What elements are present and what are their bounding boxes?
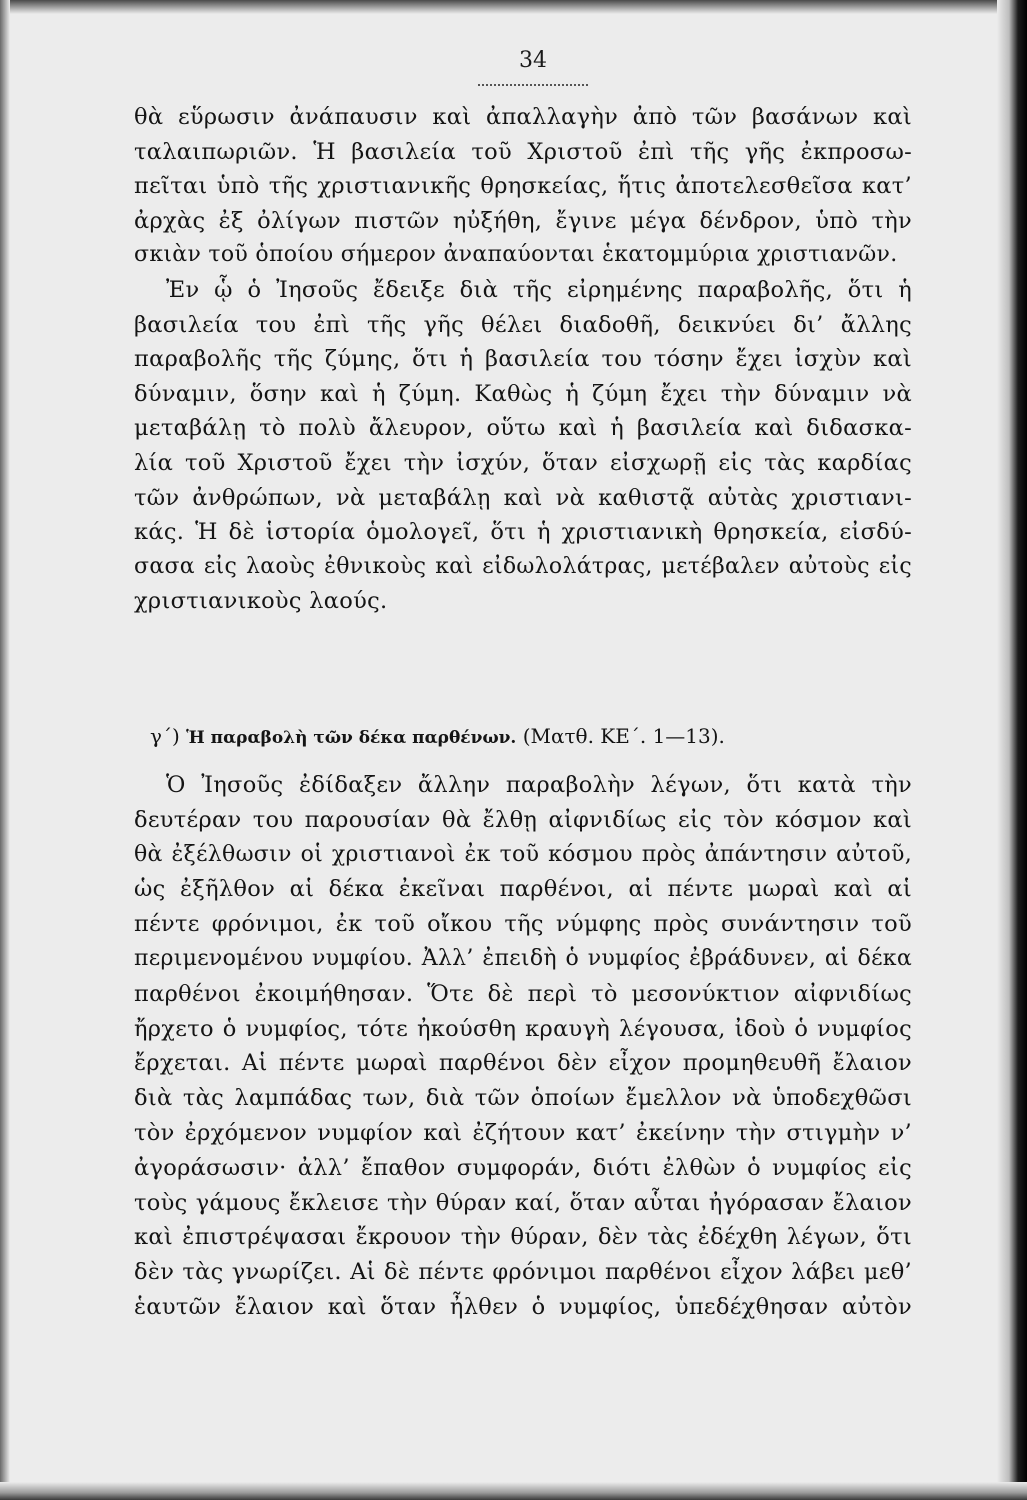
text-line: Ἐν ᾧ ὁ Ἰησοῦς ἔδειξε διὰ τῆς εἰρημένης παραβολῆς, ὅτι ἡ — [166, 276, 912, 303]
text-line: σασα εἰς λαοὺς ἐθνικοὺς καὶ εἰδωλολάτρας, μετέβαλεν αὐτοὺς εἰς — [134, 553, 912, 579]
text-line: πέντε φρόνιμοι, ἐκ τοῦ οἴκου τῆς νύμφης πρὸς συνάντησιν τοῦ — [134, 911, 912, 938]
section-heading — [150, 720, 910, 752]
text-line: πεῖται ὑπὸ τῆς χριστιανικῆς θρησκείας, ἥτις ἀποτελεσθεῖσα κατ’ — [134, 173, 912, 200]
text-line: παρθένοι ἐκοιμήθησαν. Ὅτε δὲ περὶ τὸ μεσονύκτιον αἰφνιδίως — [134, 980, 912, 1007]
scan-edge-top — [0, 0, 1027, 14]
text-line: ὡς ἐξῆλθον αἱ δέκα ἐκεῖναι παρθένοι, αἱ πέντε μωραὶ καὶ αἱ — [134, 876, 912, 903]
text-line: ταλαιπωριῶν. Ἡ βασιλεία τοῦ Χριστοῦ ἐπὶ τῆς γῆς ἐκπροσω- — [134, 138, 912, 165]
text-line: περιμενομένου νυμφίου. Ἀλλ’ ἐπειδὴ ὁ νυμφίος ἐβράδυνεν, αἱ δέκα — [134, 945, 912, 971]
text-line: δὲν τὰς γνωρίζει. Αἱ δὲ πέντε φρόνιμοι παρθένοι εἶχον λάβει μεθ’ — [134, 1259, 912, 1286]
text-line: τὸν ἐρχόμενον νυμφίον καὶ ἐζήτουν κατ’ ἐκείνην τὴν στιγμὴν ν’ — [134, 1119, 912, 1146]
scan-edge-bottom — [0, 1482, 1027, 1500]
scan-edge-right — [997, 0, 1027, 1500]
text-line: ἀγοράσωσιν· ἀλλ’ ἔπαθον συμφοράν, διότι ἐλθὼν ὁ νυμφίος εἰς — [134, 1154, 912, 1181]
text-line: ἔρχεται. Αἱ πέντε μωραὶ παρθένοι δὲν εἶχον προμηθευθῆ ἔλαιον — [134, 1050, 912, 1077]
text-line: χριστιανικοὺς λαούς. — [134, 588, 388, 615]
text-line: θὰ ἐξέλθωσιν οἱ χριστιανοὶ ἐκ τοῦ κόσμου πρὸς ἀπάντησιν αὐτοῦ, — [134, 841, 912, 867]
scan-edge-left — [0, 0, 10, 1500]
text-line: ἤρχετο ὁ νυμφίος, τότε ἠκούσθη κραυγὴ λέγουσα, ἰδοὺ ὁ νυμφίος — [134, 1015, 912, 1042]
section-heading-prefix: γ΄) — [150, 724, 187, 748]
text-line: τοὺς γάμους ἔκλεισε τὴν θύραν καί, ὅταν αὗται ἠγόρασαν ἔλαιον — [134, 1189, 912, 1216]
text-line: ἀρχὰς ἐξ ὀλίγων πιστῶν ηὐξήθη, ἔγινε μέγα δένδρον, ὑπὸ τὴν — [134, 207, 912, 234]
text-line: Ὁ Ἰησοῦς ἐδίδαξεν ἄλλην παραβολὴν λέγων, ὅτι κατὰ τὴν — [166, 772, 912, 798]
body-text-bottom — [134, 768, 912, 1325]
text-line: ἑαυτῶν ἔλαιον καὶ ὅταν ἦλθεν ὁ νυμφίος, ὑπεδέχθησαν αὐτὸν — [134, 1293, 912, 1320]
text-line: διὰ τὰς λαμπάδας των, διὰ τῶν ὁποίων ἔμελλον νὰ ὑποδεχθῶσι — [134, 1085, 912, 1112]
text-line: λία τοῦ Χριστοῦ ἔχει τὴν ἰσχύν, ὅταν εἰσχωρῇ εἰς τὰς καρδίας — [134, 449, 912, 476]
body-text-top — [134, 100, 912, 619]
text-line: δύναμιν, ὅσην καὶ ἡ ζύμη. Καθὼς ἡ ζύμη ἔχει τὴν δύναμιν νὰ — [134, 380, 912, 407]
text-line: θὰ εὕρωσιν ἀνάπαυσιν καὶ ἀπαλλαγὴν ἀπὸ τῶν βασάνων καὶ — [134, 104, 912, 130]
text-line: σκιὰν τοῦ ὁποίου σήμερον ἀναπαύονται ἑκατομμύρια χριστιανῶν. — [134, 242, 898, 268]
section-heading-title: Ἡ παραβολὴ τῶν δέκα παρθένων. — [186, 728, 517, 748]
page-number-rule — [478, 84, 588, 86]
page-number: 34 — [519, 48, 547, 73]
text-line: τῶν ἀνθρώπων, νὰ μεταβάλῃ καὶ νὰ καθιστᾷ αὐτὰς χριστιανι- — [134, 484, 912, 511]
section-heading-reference: (Ματθ. ΚΕ΄. 1—13). — [516, 724, 725, 748]
text-line: κάς. Ἡ δὲ ἱστορία ὁμολογεῖ, ὅτι ἡ χριστιανικὴ θρησκεία, εἰσδύ- — [134, 519, 912, 546]
text-line: μεταβάλῃ τὸ πολὺ ἄλευρον, οὕτω καὶ ἡ βασιλεία καὶ διδασκα- — [134, 415, 912, 442]
text-line: βασιλεία του ἐπὶ τῆς γῆς θέλει διαδοθῆ, δεικνύει δι’ ἄλλης — [134, 311, 912, 338]
text-line: καὶ ἐπιστρέψασαι ἔκρουον τὴν θύραν, δὲν τὰς ἐδέχθη λέγων, ὅτι — [134, 1224, 912, 1251]
text-line: παραβολῆς τῆς ζύμης, ὅτι ἡ βασιλεία του τόσην ἔχει ἰσχὺν καὶ — [134, 346, 912, 373]
text-line: δευτέραν του παρουσίαν θὰ ἔλθῃ αἰφνιδίως εἰς τὸν κόσμον καὶ — [134, 806, 912, 833]
